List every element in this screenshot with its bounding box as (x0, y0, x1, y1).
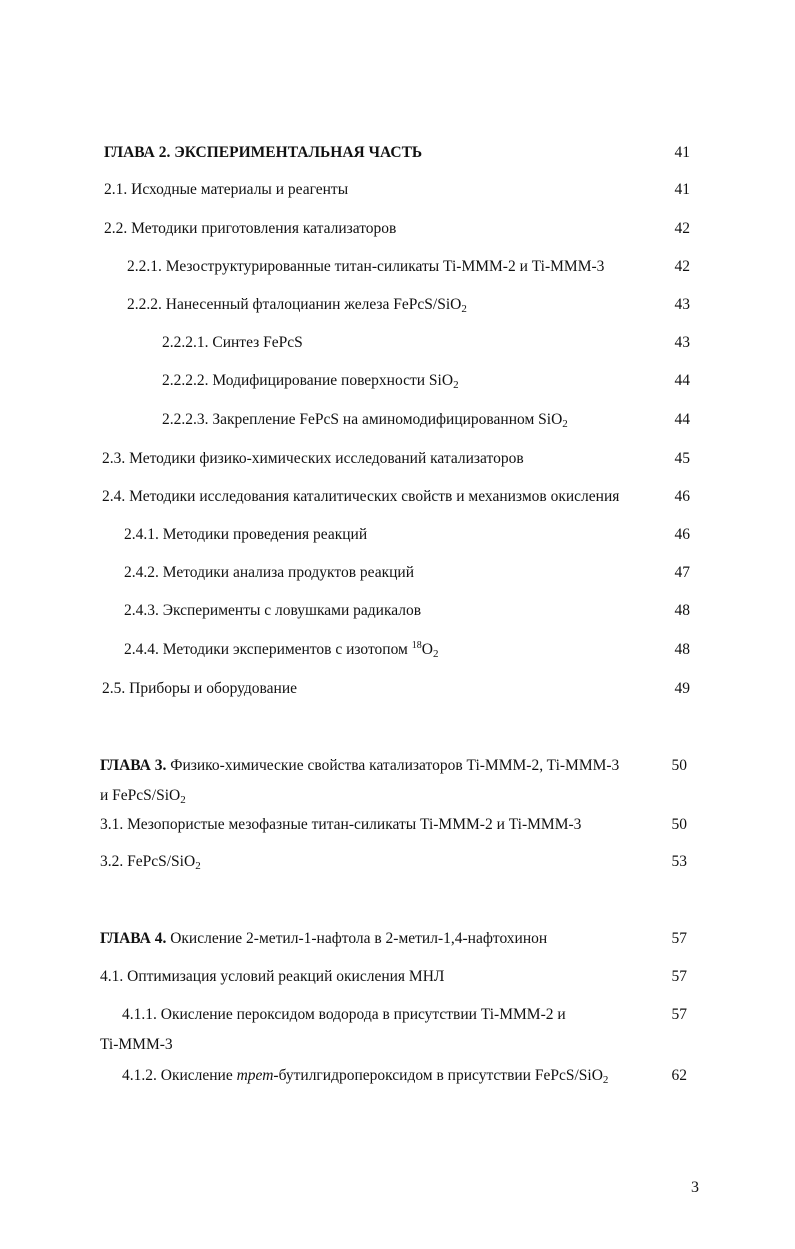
toc-section-2-2-2: 2.2.2. Нанесенный фталоцианин железа FePcS/SiO$_2$ (127, 296, 467, 315)
toc-section-4-1: 4.1. Оптимизация условий реакций окисления МНЛ (100, 968, 445, 985)
toc-section-2-2: 2.2. Методики приготовления катализаторов (104, 220, 397, 237)
toc-section-4-1-2: 4.1.2. Окисление трет-бутилгидропероксидом в присутствии FePcS/SiO$_2$ (122, 1067, 609, 1086)
toc-page-number: 41 (674, 181, 690, 198)
toc-page-number: 57 (671, 1006, 687, 1023)
toc-section-2-2-2-3: 2.2.2.3. Закрепление FePcS на аминомодифицированном SiO$_2$ (162, 411, 568, 430)
toc-page-number: 42 (674, 258, 690, 275)
toc-section-2-4-2: 2.4.2. Методики анализа продуктов реакций (124, 564, 414, 581)
toc-section-2-4-4: 2.4.4. Методики экспериментов с изотопом $^{18}O_2$ (124, 640, 439, 660)
toc-section-2-4: 2.4. Методики исследования каталитических свойств и механизмов окисления (102, 488, 620, 505)
toc-page-number: 46 (674, 526, 690, 543)
toc-page-number: 57 (671, 930, 687, 947)
toc-page-number: 41 (674, 144, 690, 161)
toc-section-4-1-1-line2: Ti-MMM-3 (100, 1036, 173, 1053)
toc-page-number: 49 (674, 680, 690, 697)
toc-page-number: 43 (674, 296, 690, 313)
toc-page-number: 42 (674, 220, 690, 237)
toc-chapter-3-title-line2: и FePcS/SiO$_2$ (100, 787, 186, 806)
toc-section-2-4-1: 2.4.1. Методики проведения реакций (124, 526, 368, 543)
toc-page-number: 43 (674, 334, 690, 351)
toc-page-number: 48 (674, 641, 690, 658)
toc-page-number: 50 (671, 816, 687, 833)
toc-section-2-5: 2.5. Приборы и оборудование (102, 680, 298, 697)
toc-chapter-3-title: ГЛАВА 3. Физико-химические свойства катализаторов Ti-MMM-2, Ti-MMM-3 (100, 757, 620, 774)
toc-section-3-1: 3.1. Мезопористые мезофазные титан-силикаты Ti-MMM-2 и Ti-MMM-3 (100, 816, 582, 833)
toc-section-2-1: 2.1. Исходные материалы и реагенты (104, 181, 349, 198)
toc-chapter-2-title: ГЛАВА 2. ЭКСПЕРИМЕНТАЛЬНАЯ ЧАСТЬ (104, 144, 423, 161)
toc-chapter-4-title: ГЛАВА 4. Окисление 2-метил-1-нафтола в 2-метил-1,4-нафтохинон (100, 930, 548, 947)
toc-section-2-4-3: 2.4.3. Эксперименты с ловушками радикалов (124, 602, 422, 619)
toc-page-number: 53 (671, 853, 687, 870)
toc-section-2-2-2-1: 2.2.2.1. Синтез FePcS (162, 334, 303, 351)
toc-section-2-2-1: 2.2.1. Мезоструктурированные титан-силикаты Ti-MMM-2 и Ti-MMM-3 (127, 258, 605, 275)
toc-section-2-3: 2.3. Методики физико-химических исследований катализаторов (102, 450, 524, 467)
toc-page-number: 45 (674, 450, 690, 467)
toc-page-number: 48 (674, 602, 690, 619)
toc-section-3-2: 3.2. FePcS/SiO$_2$ (100, 853, 201, 872)
toc-page-number: 44 (674, 372, 690, 389)
toc-section-2-2-2-2: 2.2.2.2. Модифицирование поверхности SiO$_2$ (162, 372, 459, 391)
toc-page-number: 44 (674, 411, 690, 428)
toc-page-number: 62 (671, 1067, 687, 1084)
toc-section-4-1-1: 4.1.1. Окисление пероксидом водорода в присутствии Ti-MMM-2 и (122, 1006, 566, 1023)
toc-page-number: 46 (674, 488, 690, 505)
toc-page-number: 57 (671, 968, 687, 985)
toc-page-number: 47 (674, 564, 690, 581)
toc-page-number: 50 (671, 757, 687, 774)
page-number: 3 (691, 1179, 699, 1196)
